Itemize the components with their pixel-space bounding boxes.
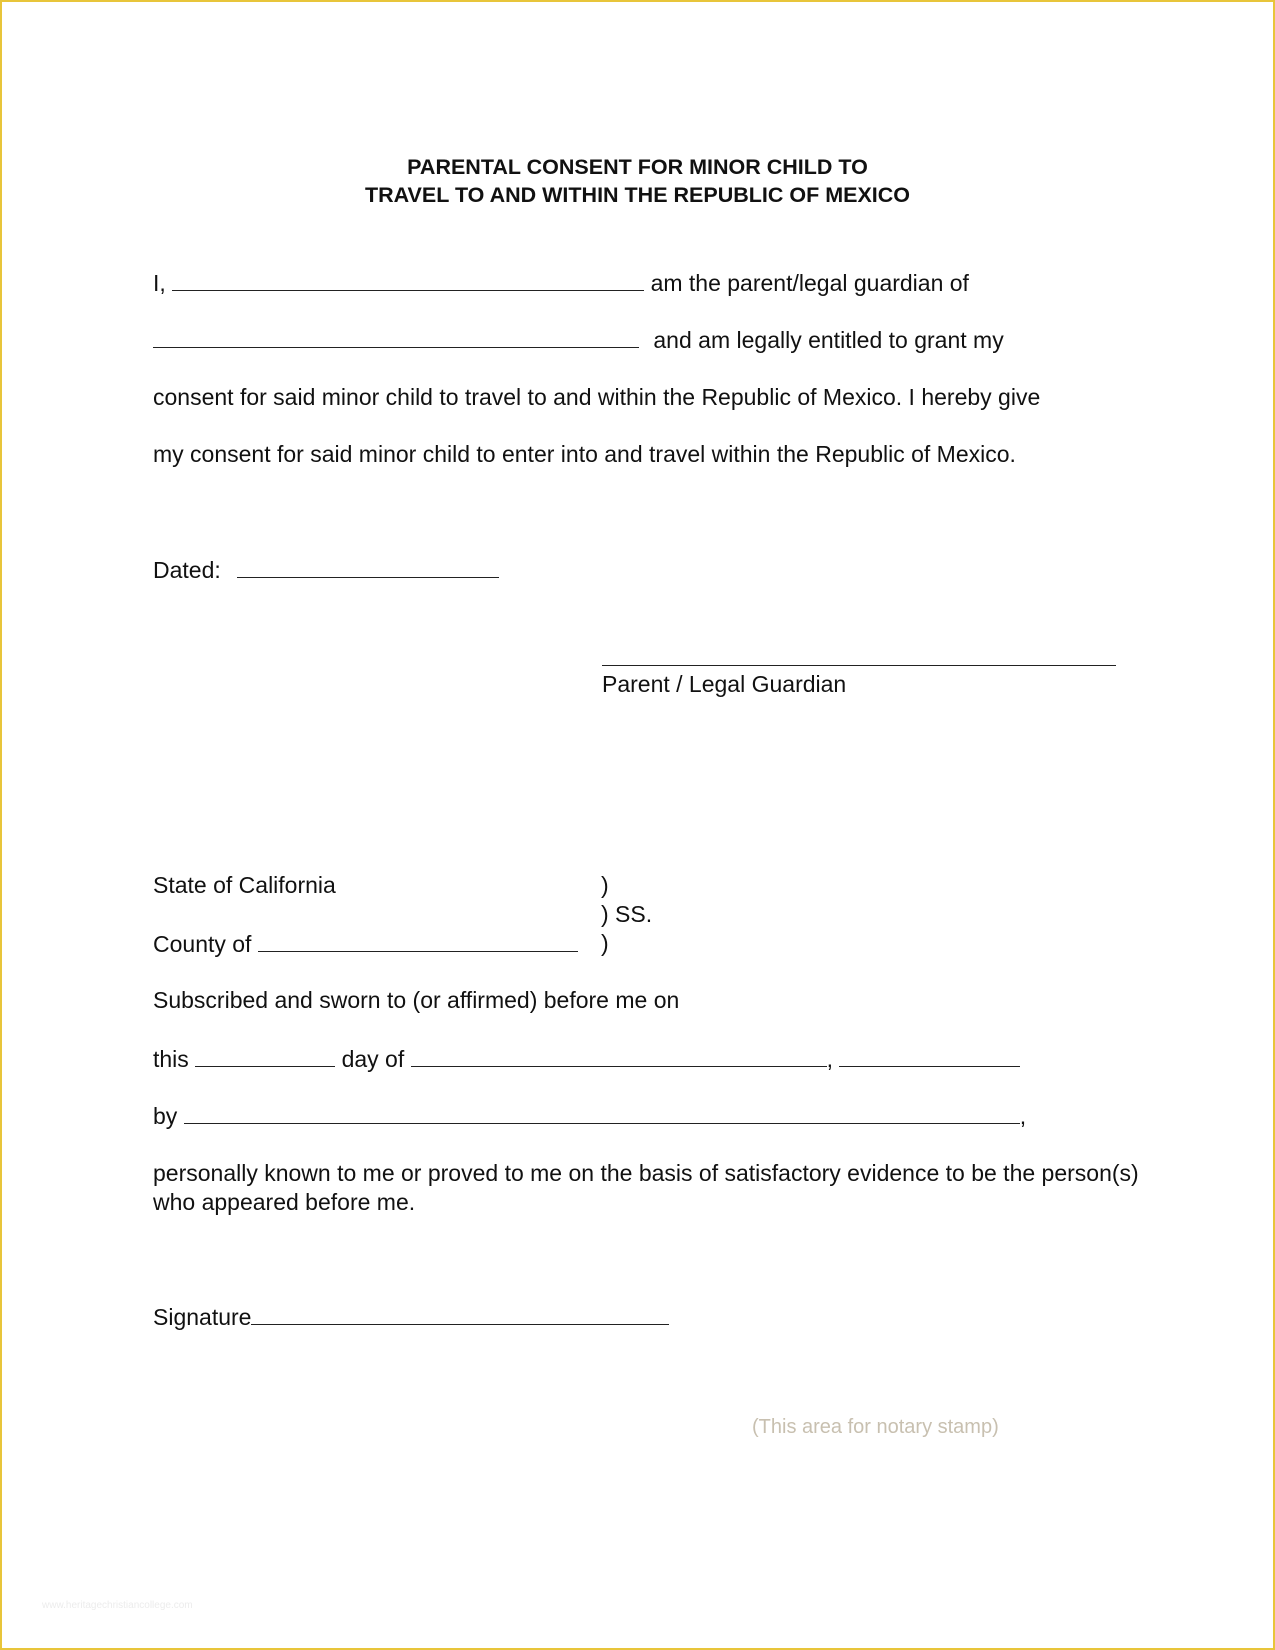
subscribed-text: Subscribed and sworn to (or affirmed) before me on bbox=[153, 987, 680, 1013]
child-name-line bbox=[153, 325, 1004, 354]
date-field[interactable] bbox=[237, 555, 499, 578]
county-field[interactable] bbox=[258, 929, 578, 952]
parent-signature-label: Parent / Legal Guardian bbox=[602, 671, 847, 697]
county-line bbox=[153, 929, 578, 958]
notary-signature-field[interactable] bbox=[251, 1302, 669, 1325]
notary-signature-line bbox=[153, 1302, 669, 1331]
consent-line-3: consent for said minor child to travel to and within the Republic of Mexico. I hereby give bbox=[153, 384, 1041, 410]
comma: , bbox=[826, 1046, 834, 1072]
document-title bbox=[2, 153, 1273, 209]
month-field[interactable] bbox=[411, 1044, 827, 1067]
title-line-2: TRAVEL TO AND WITHIN THE REPUBLIC OF MEXICO bbox=[364, 183, 911, 207]
year-field[interactable] bbox=[839, 1044, 1020, 1067]
parent-signature-field[interactable] bbox=[602, 665, 1116, 666]
line1-prefix: I, bbox=[153, 270, 166, 296]
child-name-field[interactable] bbox=[153, 325, 639, 348]
dated-line bbox=[153, 555, 499, 584]
line2-suffix: and am legally entitled to grant my bbox=[653, 327, 1004, 353]
signature-label: Signature bbox=[153, 1304, 252, 1330]
title-line-1: PARENTAL CONSENT FOR MINOR CHILD TO bbox=[407, 155, 868, 179]
guardian-name-line bbox=[153, 268, 969, 297]
paren-1: ) bbox=[601, 872, 609, 898]
notary-stamp-area: (This area for notary stamp) bbox=[752, 1416, 999, 1438]
guardian-name-field[interactable] bbox=[172, 268, 644, 291]
day-field[interactable] bbox=[195, 1044, 335, 1067]
by-name-field[interactable] bbox=[184, 1101, 1020, 1124]
line1-suffix: am the parent/legal guardian of bbox=[650, 270, 969, 296]
this-label: this bbox=[153, 1046, 189, 1072]
state-label: State of California bbox=[153, 872, 336, 898]
by-label: by bbox=[153, 1103, 178, 1129]
day-of-label: day of bbox=[341, 1046, 405, 1072]
paren-ss: ) SS. bbox=[601, 901, 653, 927]
by-line bbox=[153, 1101, 1026, 1130]
consent-line-4: my consent for said minor child to enter into and travel within the Republic of Mexico. bbox=[153, 441, 1016, 467]
by-comma: , bbox=[1019, 1103, 1027, 1129]
watermark: www.heritagechristiancollege.com bbox=[42, 1600, 193, 1611]
county-label: County of bbox=[153, 931, 252, 957]
dated-label: Dated: bbox=[153, 557, 221, 583]
personally-known-text: personally known to me or proved to me on the basis of satisfactory evidence to be the person(s) who appeared before me. bbox=[153, 1160, 1139, 1215]
paren-3: ) bbox=[601, 930, 609, 956]
day-month-year-line bbox=[153, 1044, 1020, 1073]
